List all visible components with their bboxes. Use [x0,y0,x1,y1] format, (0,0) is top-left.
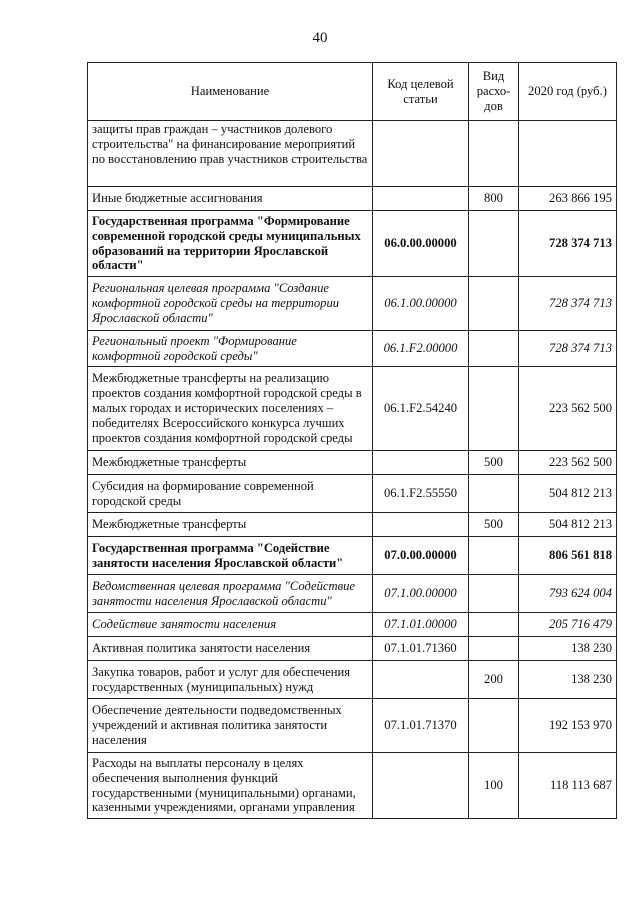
table-row [88,331,617,367]
table-row [88,187,617,211]
header-amount: 2020 год (руб.) [519,63,617,121]
table-row [88,451,617,475]
cell-amount: 118 113 687 [519,753,617,819]
cell-type [469,637,519,661]
cell-code: 07.1.00.00000 [373,575,469,613]
cell-amount: 793 624 004 [519,575,617,613]
cell-amount: 728 374 713 [519,211,617,277]
cell-code [373,661,469,699]
cell-name: Субсидия на формирование современной городской среды [88,475,373,513]
cell-code [373,513,469,537]
table-row [88,211,617,277]
cell-amount: 504 812 213 [519,475,617,513]
cell-type: 800 [469,187,519,211]
table-row [88,637,617,661]
table-row [88,753,617,819]
cell-type: 500 [469,451,519,475]
cell-code [373,187,469,211]
cell-name: Региональная целевая программа "Создание комфортной городской среды на территории Ярославской области" [88,277,373,331]
cell-code [373,753,469,819]
cell-name: Государственная программа "Формирование современной городской среды муниципальных образований на территории Ярославской области" [88,211,373,277]
cell-code: 07.1.01.71370 [373,699,469,753]
table-row [88,661,617,699]
cell-name: Межбюджетные трансферты [88,451,373,475]
cell-type: 200 [469,661,519,699]
cell-type [469,475,519,513]
cell-name: Закупка товаров, работ и услуг для обеспечения государственных (муниципальных) нужд [88,661,373,699]
cell-name: защиты прав граждан – участников долевого строительства" на финансирование мероприятий по восстановлению прав участников строительства [88,121,373,187]
cell-name: Обеспечение деятельности подведомственных учреждений и активная политика занятости населения [88,699,373,753]
table-row [88,367,617,451]
table-header-row [88,63,617,121]
cell-name: Государственная программа "Содействие занятости населения Ярославской области" [88,537,373,575]
table-row [88,121,617,187]
table-row [88,613,617,637]
cell-amount: 205 716 479 [519,613,617,637]
table-row [88,575,617,613]
cell-type [469,331,519,367]
cell-code: 06.0.00.00000 [373,211,469,277]
cell-code [373,451,469,475]
cell-code: 06.1.F2.55550 [373,475,469,513]
cell-amount: 263 866 195 [519,187,617,211]
header-type: Вид расхо-дов [469,63,519,121]
cell-name: Содействие занятости населения [88,613,373,637]
page-number: 40 [312,30,328,46]
cell-type [469,367,519,451]
header-code: Код целевой статьи [373,63,469,121]
cell-name: Иные бюджетные ассигнования [88,187,373,211]
cell-type [469,121,519,187]
cell-name: Межбюджетные трансферты [88,513,373,537]
cell-amount: 223 562 500 [519,451,617,475]
cell-code: 06.1.00.00000 [373,277,469,331]
cell-type [469,211,519,277]
cell-code [373,121,469,187]
cell-amount: 728 374 713 [519,277,617,331]
table-row [88,537,617,575]
cell-code: 07.1.01.00000 [373,613,469,637]
cell-name: Ведомственная целевая программа "Содействие занятости населения Ярославской области" [88,575,373,613]
cell-type [469,575,519,613]
cell-name: Межбюджетные трансферты на реализацию проектов создания комфортной городской среды в малых городах и исторических поселениях – победителях Всероссийского конкурса лучших проектов создания комфортной городской среды [88,367,373,451]
table-row [88,475,617,513]
cell-type: 100 [469,753,519,819]
table-row [88,277,617,331]
cell-name: Расходы на выплаты персоналу в целях обеспечения выполнения функций государственными (муниципальными) органами, казенными учреждениями, органами управления [88,753,373,819]
table-body [88,121,617,819]
table-row [88,513,617,537]
cell-amount [519,121,617,187]
cell-amount: 138 230 [519,661,617,699]
cell-name: Региональный проект "Формирование комфортной городской среды" [88,331,373,367]
header-name: Наименование [88,63,373,121]
cell-amount: 192 153 970 [519,699,617,753]
cell-amount: 728 374 713 [519,331,617,367]
cell-amount: 138 230 [519,637,617,661]
cell-type [469,699,519,753]
budget-table [87,62,617,819]
cell-code: 06.1.F2.00000 [373,331,469,367]
cell-type [469,537,519,575]
cell-code: 06.1.F2.54240 [373,367,469,451]
cell-type [469,613,519,637]
cell-type: 500 [469,513,519,537]
cell-code: 07.0.00.00000 [373,537,469,575]
cell-amount: 504 812 213 [519,513,617,537]
cell-name: Активная политика занятости населения [88,637,373,661]
table-row [88,699,617,753]
cell-code: 07.1.01.71360 [373,637,469,661]
cell-type [469,277,519,331]
cell-amount: 806 561 818 [519,537,617,575]
cell-amount: 223 562 500 [519,367,617,451]
